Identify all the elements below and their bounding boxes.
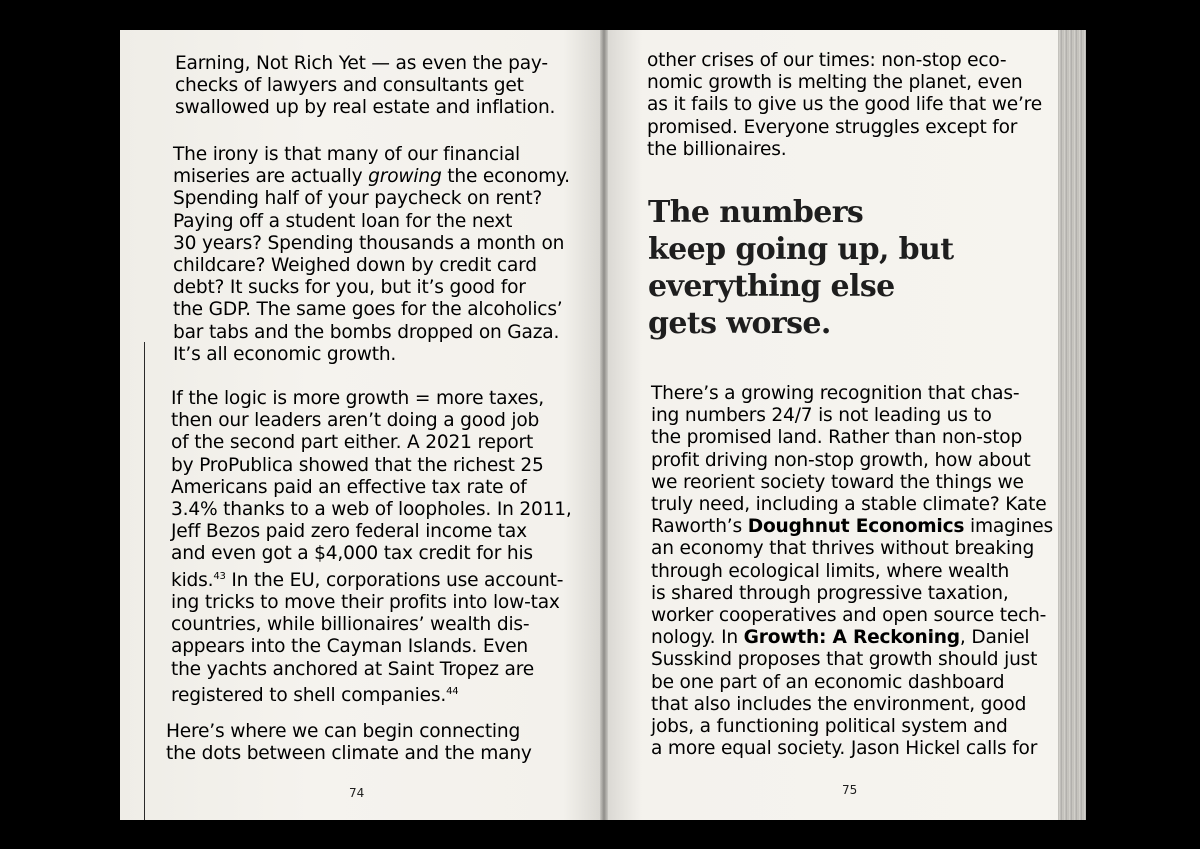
page-number-left: 74 bbox=[349, 786, 365, 800]
margin-rule bbox=[144, 342, 145, 820]
text-line: Susskind proposes that growth should just bbox=[651, 649, 1038, 671]
headline-line: keep going up, but bbox=[648, 232, 954, 267]
text-line: appears into the Cayman Islands. Even bbox=[171, 636, 529, 658]
left-paragraph-4 bbox=[166, 721, 532, 765]
text-line: jobs, a functioning political system and bbox=[651, 716, 1008, 738]
text-line: ing numbers 24/7 is not leading us to bbox=[651, 405, 992, 427]
text-line: swallowed up by real estate and inflation. bbox=[175, 97, 556, 119]
text-line: Paying off a student loan for the next bbox=[173, 210, 513, 232]
text-line: 30 years? Spending thousands a month on bbox=[173, 232, 565, 254]
text-line: we reorient society toward the things we bbox=[651, 471, 1024, 493]
text-line: Spending half of your paycheck on rent? bbox=[173, 188, 543, 210]
section-headline bbox=[648, 194, 954, 342]
text-line: a more equal society. Jason Hickel calls for bbox=[651, 738, 1038, 760]
text-line: If the logic is more growth = more taxes, bbox=[171, 388, 544, 409]
headline-line: everything else bbox=[648, 269, 895, 304]
text-line: kids.$^{43}$ In the EU, corporations use account- bbox=[171, 569, 564, 591]
left-paragraph-2 bbox=[173, 144, 570, 366]
text-line: The irony is that many of our financial bbox=[173, 144, 520, 165]
footnote-44: 44 bbox=[446, 685, 459, 697]
book-title-doughnut-economics: Doughnut Economics bbox=[747, 516, 965, 538]
text-line: 3.4% thanks to a web of loopholes. In 2011, bbox=[171, 499, 572, 521]
book-title-growth-a-reckoning: Growth: A Reckoning bbox=[743, 627, 960, 649]
left-paragraph-3 bbox=[171, 388, 572, 707]
text-line: worker cooperatives and open source tech- bbox=[651, 605, 1047, 627]
left-paragraph-1 bbox=[175, 53, 555, 120]
emphasis-growing: growing bbox=[368, 166, 442, 188]
text-line: Earning, Not Rich Yet — as even the pay- bbox=[175, 53, 548, 74]
text-line: miseries are actually growing the economy. bbox=[173, 166, 570, 188]
page-number-right: 75 bbox=[842, 783, 858, 797]
text-line: promised. Everyone struggles except for bbox=[647, 116, 1018, 138]
text-line: the yachts anchored at Saint Tropez are bbox=[171, 658, 535, 680]
text-line: Here’s where we can begin connecting bbox=[166, 721, 521, 742]
text-line: by ProPublica showed that the richest 25 bbox=[171, 454, 544, 476]
text-line: an economy that thrives without breaking bbox=[651, 538, 1035, 560]
text-line: countries, while billionaires’ wealth dis- bbox=[171, 614, 530, 636]
text-line: of the second part either. A 2021 report bbox=[171, 432, 534, 454]
text-line: checks of lawyers and consultants get bbox=[175, 75, 524, 97]
text-line: the GDP. The same goes for the alcoholics’ bbox=[173, 299, 563, 321]
page-edges bbox=[1058, 30, 1086, 820]
text-line: then our leaders aren’t doing a good job bbox=[171, 410, 540, 432]
text-line: as it fails to give us the good life that we’re bbox=[647, 94, 1042, 116]
text-line: registered to shell companies.$^{44}$ bbox=[171, 685, 459, 707]
right-paragraph-2 bbox=[651, 383, 1053, 760]
text-line: that also includes the environment, good bbox=[651, 693, 1027, 715]
text-line: There’s a growing recognition that chas- bbox=[651, 383, 1020, 404]
text-line: debt? It sucks for you, but it’s good for bbox=[173, 277, 526, 299]
text-line: profit driving non-stop growth, how about bbox=[651, 449, 1031, 471]
footnote-43: 43 bbox=[213, 570, 226, 582]
text-line: the billionaires. bbox=[647, 138, 787, 160]
text-line: Raworth’s Doughnut Economics imagines bbox=[651, 516, 1053, 538]
text-line: It’s all economic growth. bbox=[173, 343, 397, 365]
headline-line: The numbers bbox=[648, 195, 864, 230]
text-line: is shared through progressive taxation, bbox=[651, 582, 1009, 604]
text-line: ing tricks to move their profits into low-tax bbox=[171, 592, 560, 614]
text-line: nomic growth is melting the planet, even bbox=[647, 72, 1023, 94]
text-line: truly need, including a stable climate? Kate bbox=[651, 494, 1047, 516]
text-line: bar tabs and the bombs dropped on Gaza. bbox=[173, 321, 560, 343]
text-line: be one part of an economic dashboard bbox=[651, 671, 1005, 693]
text-line: other crises of our times: non-stop eco- bbox=[647, 50, 1007, 71]
text-line: through ecological limits, where wealth bbox=[651, 560, 1010, 582]
headline-line: gets worse. bbox=[648, 306, 831, 341]
book-spine bbox=[600, 30, 608, 820]
text-line: childcare? Weighed down by credit card bbox=[173, 255, 537, 277]
text-line: Jeff Bezos paid zero federal income tax bbox=[171, 521, 527, 543]
text-line: and even got a $4,000 tax credit for his bbox=[171, 543, 533, 565]
right-paragraph-1 bbox=[647, 50, 1042, 161]
text-line: Americans paid an effective tax rate of bbox=[171, 476, 527, 498]
text-line: the dots between climate and the many bbox=[166, 743, 532, 765]
text-line: nology. In Growth: A Reckoning, Daniel bbox=[651, 627, 1030, 649]
text-line: the promised land. Rather than non-stop bbox=[651, 427, 1023, 449]
